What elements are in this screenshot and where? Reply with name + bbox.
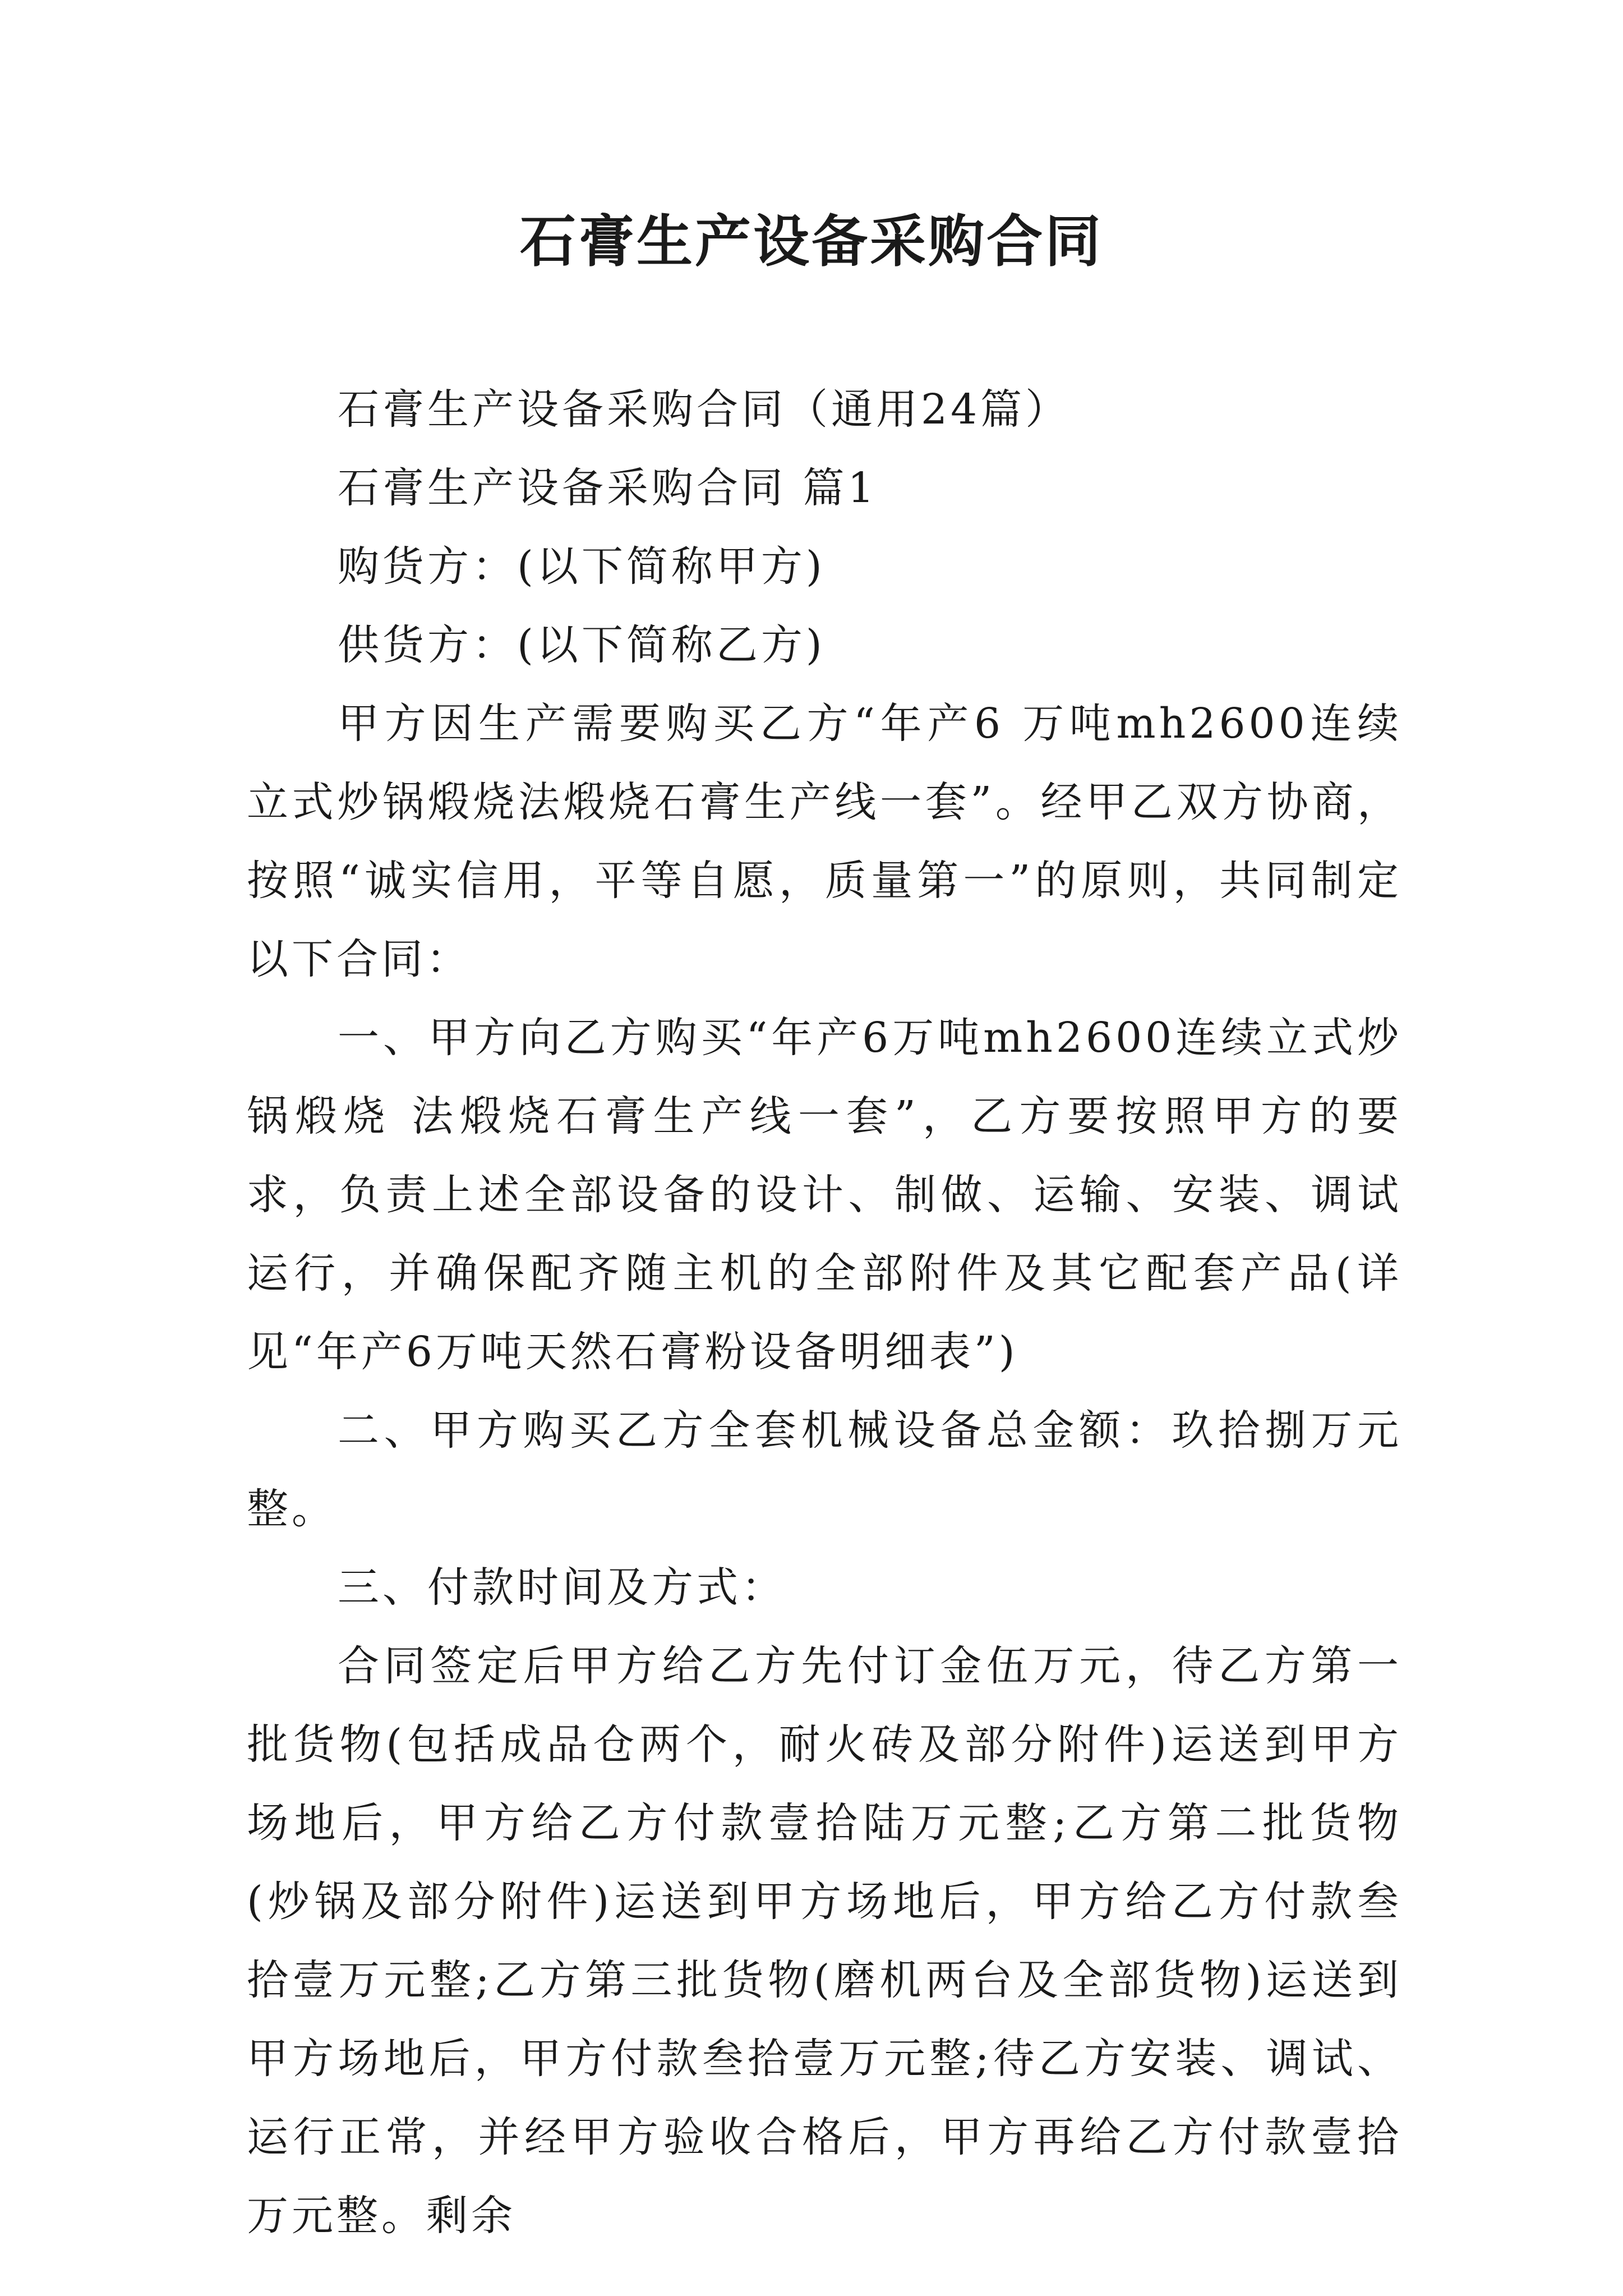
paragraph-subtitle: 石膏生产设备采购合同（通用24篇） xyxy=(338,385,1071,434)
paragraph-clause-3-heading: 三、付款时间及方式： xyxy=(338,1563,786,1612)
paragraph-payment-terms: 合同签定后甲方给乙方先付订金伍万元，待乙方第一批货物(包括成品仓两个，耐火砖及部分附件)运送到甲方场地后，甲方给乙方付款壹拾陆万元整;乙方第二批货物(炒锅及部分附件)运送到甲方场地后，甲方给乙方付款叁拾壹万元整;乙方第三批货物(磨机两台及全部货物)运送到甲方场地后，甲方付款叁拾壹万元整;待乙方安装、调试、运行正常，并经甲方验收合格后，甲方再给乙方付款壹拾万元整。剩余 xyxy=(247,1642,1402,2240)
document-body xyxy=(247,370,1402,2255)
paragraph-clause-2: 二、甲方购买乙方全套机械设备总金额：玖拾捌万元整。 xyxy=(247,1406,1402,1533)
paragraph-supplier: 供货方：(以下简称乙方) xyxy=(338,621,826,669)
document-title: 石膏生产设备采购合同 xyxy=(520,208,1103,274)
paragraph-buyer: 购货方：(以下简称甲方) xyxy=(338,542,826,591)
paragraph-preamble: 甲方因生产需要购买乙方“年产6 万吨mh2600连续立式炒锅煅烧法煅烧石膏生产线一套”。经甲乙双方协商，按照“诚实信用，平等自愿，质量第一”的原则，共同制定以下合同： xyxy=(247,700,1402,983)
paragraph-section-heading: 石膏生产设备采购合同 篇1 xyxy=(338,464,878,512)
paragraph-clause-1: 一、甲方向乙方购买“年产6万吨mh2600连续立式炒锅煅烧 法煅烧石膏生产线一套”，乙方要按照甲方的要求，负责上述全部设备的设计、制做、运输、安装、调试运行，并确保配齐随主机的全部附件及其它配套产品(详见“年产6万吨天然石膏粉设备明细表”) xyxy=(247,1014,1402,1376)
